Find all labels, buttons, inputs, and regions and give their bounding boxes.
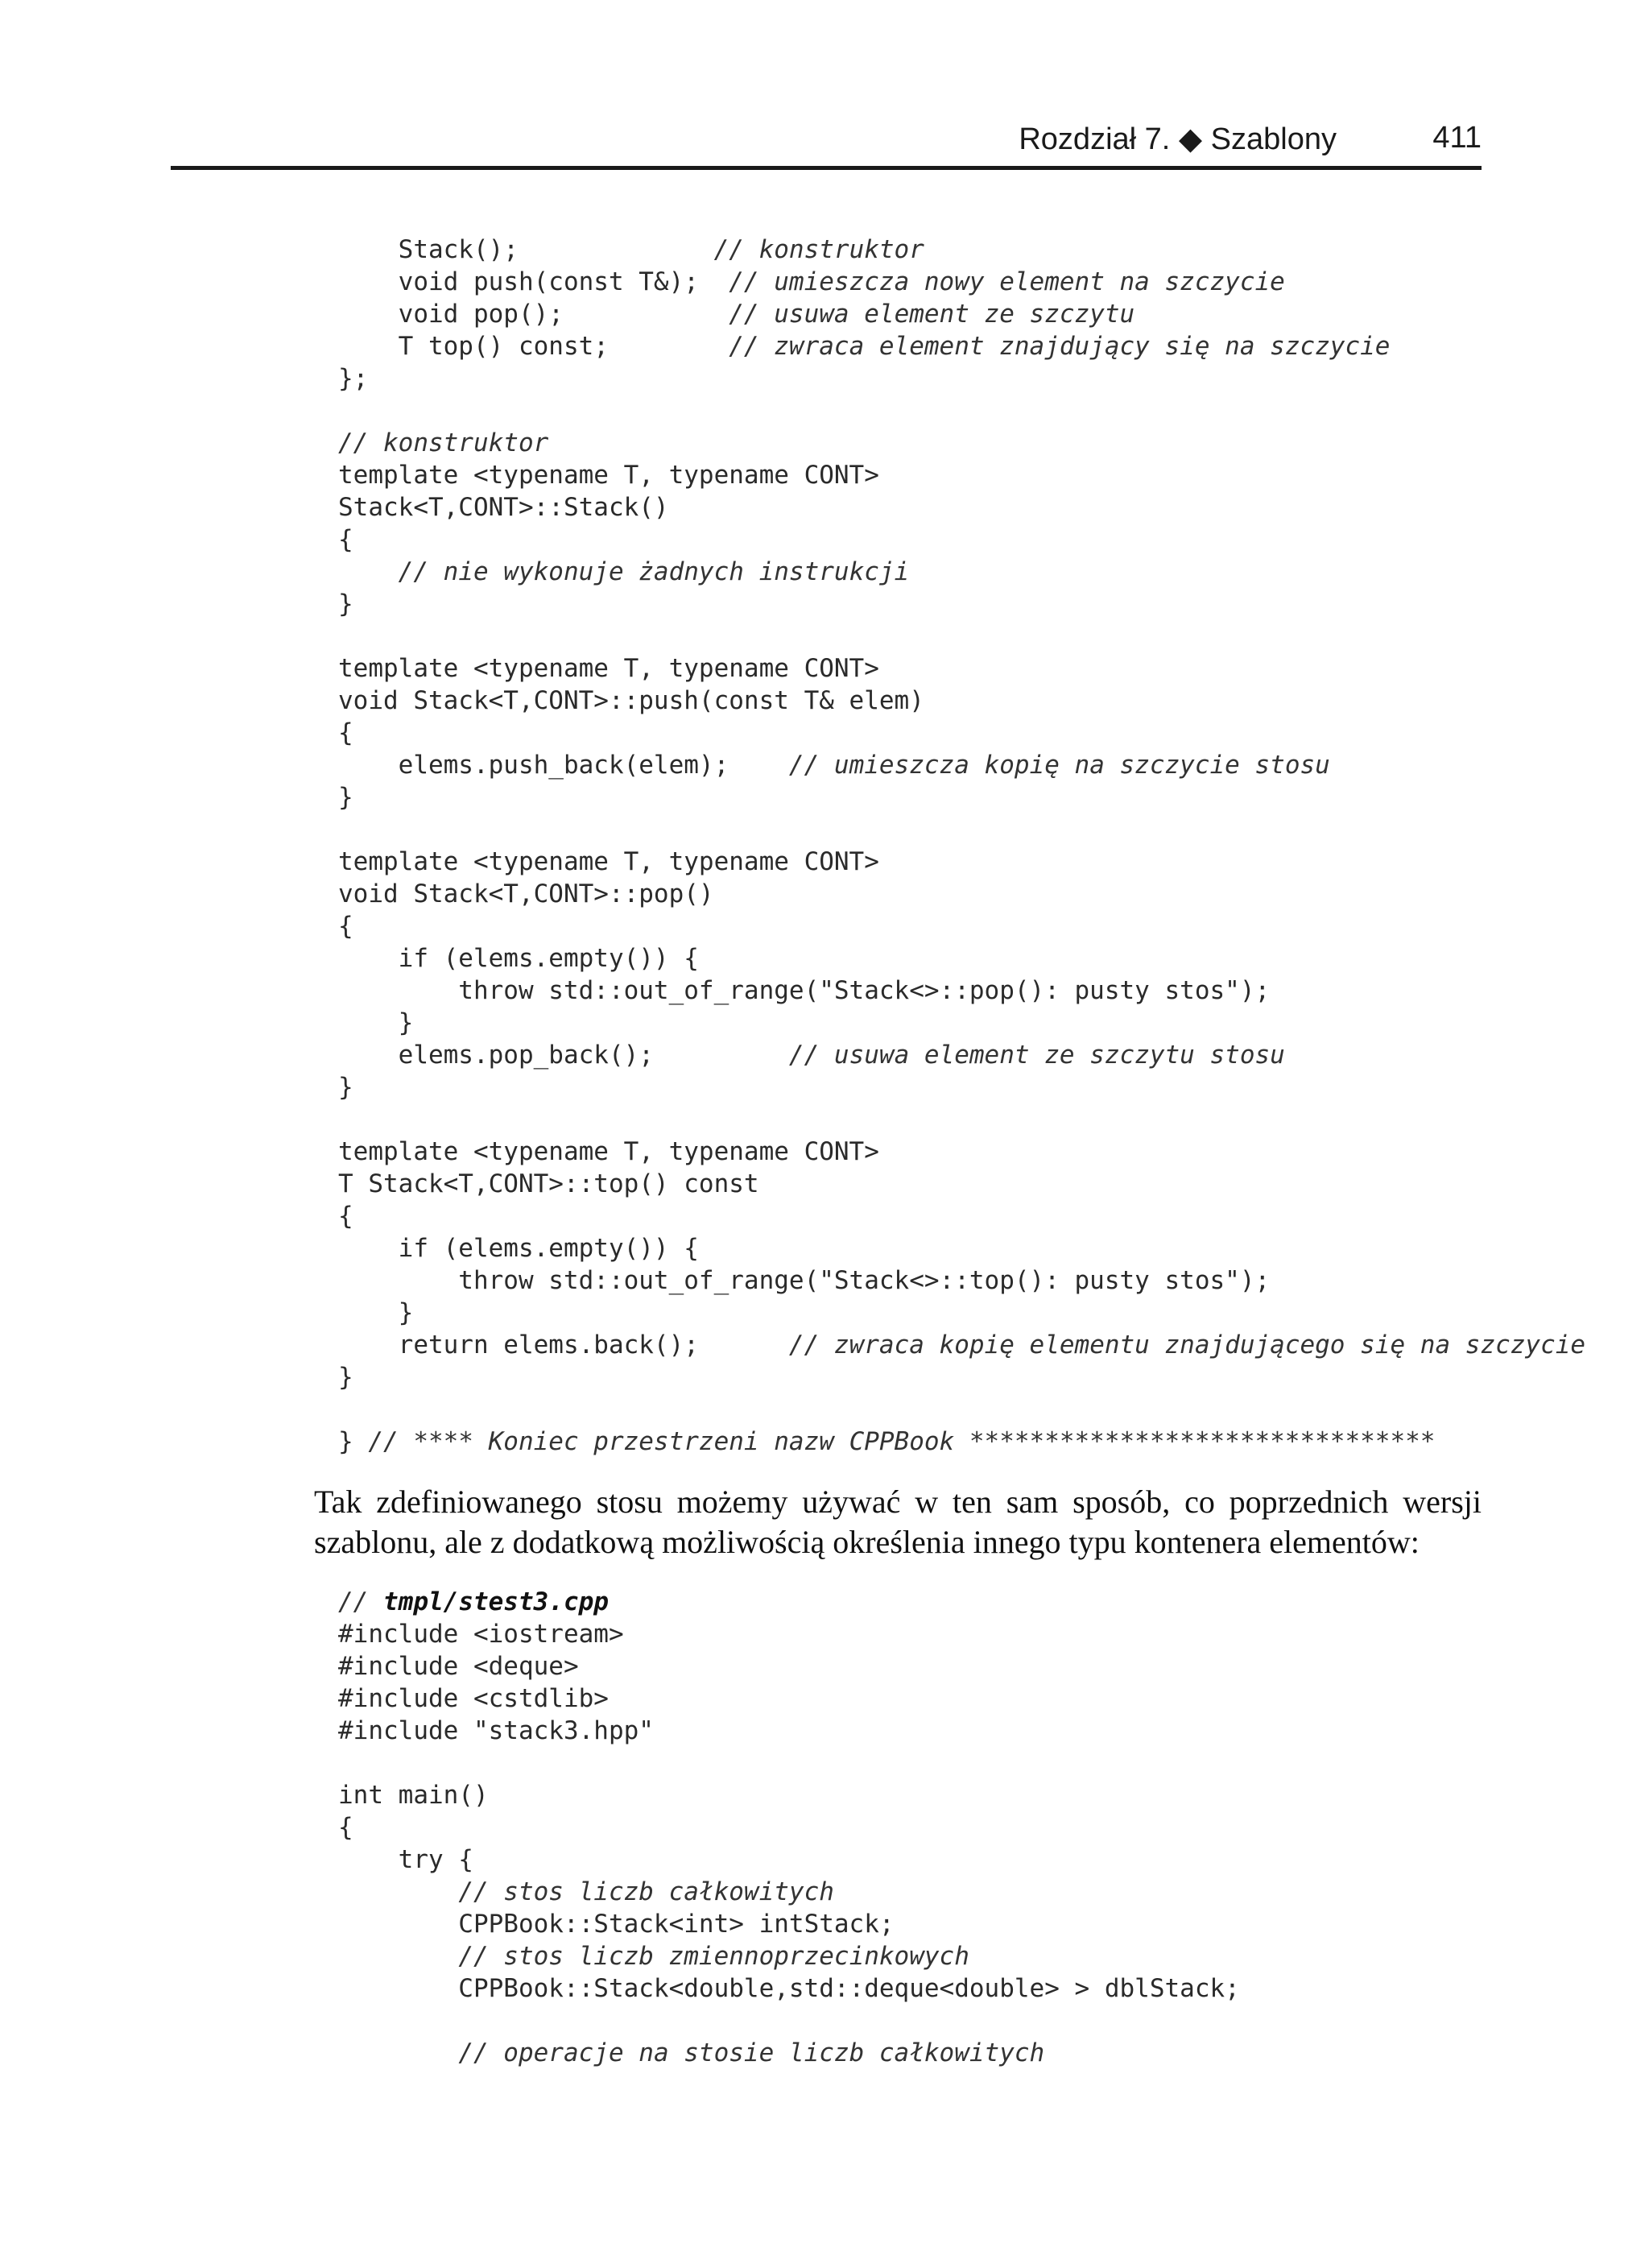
code-line — [338, 1974, 1240, 2003]
code-line — [338, 686, 924, 715]
code-text: if (elems.empty()) { — [338, 1234, 699, 1263]
code-line — [338, 1266, 1270, 1295]
code-line — [338, 2038, 1044, 2067]
code-text — [338, 2038, 458, 2067]
code-text: { — [338, 718, 353, 747]
code-comment: // konstruktor — [338, 428, 549, 457]
code-line — [338, 525, 353, 554]
code-text: void Stack<T,CONT>::push(const T& elem) — [338, 686, 924, 715]
file-name: tmpl/stest3.cpp — [383, 1587, 609, 1616]
code-text: } — [338, 1298, 414, 1327]
code-text: int main() — [338, 1781, 489, 1810]
code-line — [338, 1008, 413, 1037]
code-line — [338, 976, 1270, 1005]
code-line — [338, 718, 353, 747]
code-text: } — [338, 1008, 414, 1037]
code-line — [338, 1845, 473, 1874]
code-line — [338, 1331, 1585, 1360]
code-comment: // umieszcza kopię na szczycie stosu — [788, 751, 1330, 780]
code-text: { — [338, 1202, 353, 1231]
code-text: }; — [338, 364, 369, 393]
code-text: try { — [338, 1845, 473, 1874]
code-line — [338, 300, 1134, 329]
code-comment: // nie wykonuje żadnych instrukcji — [398, 557, 910, 586]
code-line — [338, 1942, 969, 1971]
code-listing-stest3 — [338, 1586, 1240, 2069]
code-comment: // usuwa element ze szczytu stosu — [788, 1041, 1285, 1070]
code-text — [338, 1877, 458, 1906]
code-line — [338, 1813, 353, 1842]
code-line — [338, 751, 1330, 780]
code-line — [338, 1137, 879, 1166]
code-line — [338, 1716, 654, 1745]
code-line — [338, 590, 353, 619]
code-line — [338, 654, 879, 683]
code-text: template <typename T, typename CONT> — [338, 654, 879, 683]
code-text: template <typename T, typename CONT> — [338, 1137, 879, 1166]
code-text: template <typename T, typename CONT> — [338, 847, 879, 876]
code-text — [338, 1942, 458, 1971]
code-text: #include <iostream> — [338, 1620, 624, 1649]
code-text: { — [338, 1813, 353, 1842]
code-text: } — [338, 1363, 353, 1392]
code-line — [338, 1041, 1285, 1070]
code-line — [338, 912, 353, 941]
code-line — [338, 364, 368, 393]
code-listing-stack-implementation — [338, 234, 1585, 1458]
code-line — [338, 1363, 353, 1392]
code-text: void pop(); — [338, 300, 729, 329]
code-comment: // usuwa element ze szczytu — [729, 300, 1135, 329]
code-line — [338, 783, 353, 812]
code-line — [338, 557, 909, 586]
code-comment: // stos liczb zmiennoprzecinkowych — [458, 1942, 969, 1971]
code-line — [338, 461, 879, 490]
code-line — [338, 267, 1285, 296]
running-head — [966, 121, 1482, 163]
header-rule — [171, 166, 1482, 170]
code-comment: // stos liczb całkowitych — [458, 1877, 834, 1906]
code-line — [338, 1202, 353, 1231]
code-text: } — [338, 1427, 369, 1456]
code-line — [338, 879, 714, 908]
code-text: Stack(); — [338, 235, 714, 264]
code-text: T top() const; — [338, 332, 729, 361]
code-text: if (elems.empty()) { — [338, 944, 699, 973]
code-line — [338, 1620, 624, 1649]
code-line — [338, 1781, 489, 1810]
code-line — [338, 1073, 353, 1102]
code-comment: // konstruktor — [713, 235, 924, 264]
code-text: } — [338, 1073, 353, 1102]
code-text: elems.push_back(elem); — [338, 751, 789, 780]
code-line — [338, 1234, 699, 1263]
code-text: } — [338, 590, 353, 619]
code-text: CPPBook::Stack<double,std::deque<double> > dblStack; — [338, 1974, 1240, 2003]
code-line — [338, 847, 879, 876]
code-comment: // umieszcza nowy element na szczycie — [729, 267, 1285, 296]
code-comment: // operacje na stosie liczb całkowitych — [458, 2038, 1045, 2067]
code-text: #include <deque> — [338, 1652, 579, 1681]
code-line — [338, 332, 1390, 361]
code-line — [338, 1910, 895, 1939]
code-line — [338, 493, 669, 522]
code-comment: // zwraca element znajdujący się na szczycie — [729, 332, 1391, 361]
code-text: elems.pop_back(); — [338, 1041, 789, 1070]
code-line — [338, 1652, 579, 1681]
code-line — [338, 944, 699, 973]
code-text — [338, 557, 399, 586]
code-line — [338, 235, 924, 264]
file-comment-prefix: // — [338, 1587, 383, 1616]
code-line — [338, 1877, 834, 1906]
code-comment: // zwraca kopię elementu znajdującego się na szczycie — [788, 1331, 1586, 1360]
code-comment: // **** Koniec przestrzeni nazw CPPBook ******************************* — [368, 1427, 1436, 1456]
code-text: template <typename T, typename CONT> — [338, 461, 879, 490]
code-line — [338, 1169, 759, 1198]
code-line — [338, 1298, 413, 1327]
code-text: CPPBook::Stack<int> intStack; — [338, 1910, 895, 1939]
code-text: throw std::out_of_range("Stack<>::pop(): pusty stos"); — [338, 976, 1271, 1005]
code-text: #include <cstdlib> — [338, 1684, 609, 1713]
chapter-title: Rozdział 7. ◆ Szablony — [1019, 122, 1337, 156]
code-line — [338, 1684, 609, 1713]
code-text: return elems.back(); — [338, 1331, 789, 1360]
page-number: 411 — [1432, 121, 1482, 155]
code-text: void Stack<T,CONT>::pop() — [338, 879, 714, 908]
code-text: } — [338, 783, 353, 812]
code-line — [338, 428, 548, 457]
body-paragraph: Tak zdefiniowanego stosu możemy używać w ten sam sposób, co poprzednich wersji szablonu, ale z dodatkową możliwością określenia innego typu kontenera elementów: — [314, 1484, 1482, 1560]
code-text: T Stack<T,CONT>::top() const — [338, 1169, 759, 1198]
code-text: { — [338, 525, 353, 554]
code-text: { — [338, 912, 353, 941]
code-line — [338, 1427, 1435, 1456]
code-text: #include "stack3.hpp" — [338, 1716, 654, 1745]
code-text: Stack<T,CONT>::Stack() — [338, 493, 669, 522]
code-text: throw std::out_of_range("Stack<>::top(): pusty stos"); — [338, 1266, 1271, 1295]
code-text: void push(const T&); — [338, 267, 729, 296]
